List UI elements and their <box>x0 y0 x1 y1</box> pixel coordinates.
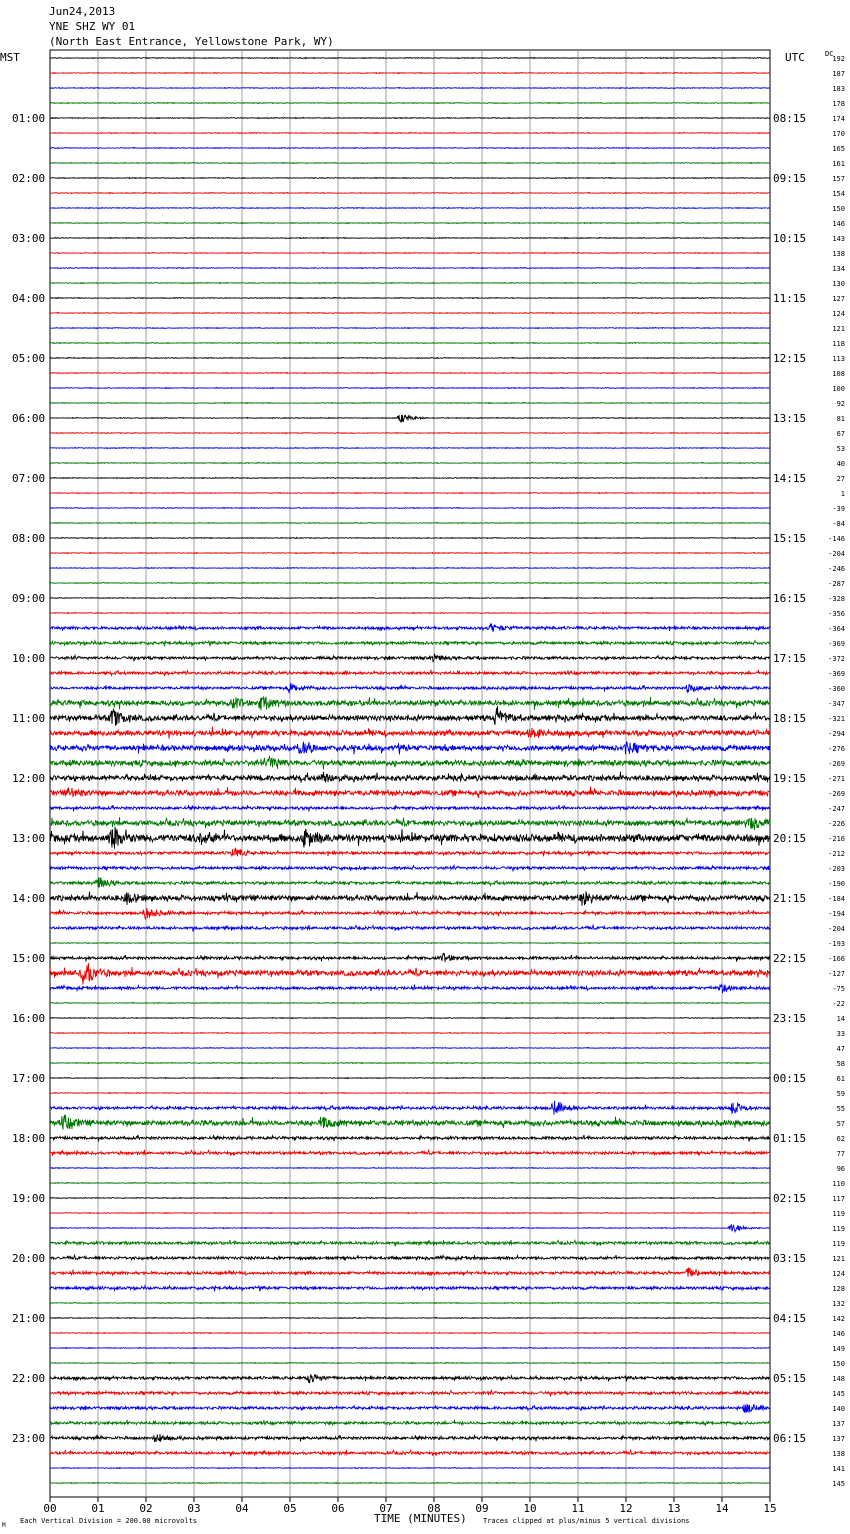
right-hour-label: 01:15 <box>773 1132 807 1145</box>
clip-note: Traces clipped at plus/minus 5 vertical divisions <box>483 1517 690 1525</box>
trace-line <box>50 1374 770 1383</box>
left-hour-label: 05:00 <box>12 352 46 365</box>
trace-line <box>50 88 770 89</box>
right-hour-label: 18:15 <box>773 712 807 725</box>
trace-line <box>50 683 770 693</box>
dc-offset-label: 165 <box>832 145 845 153</box>
trace-line <box>50 358 770 359</box>
trace-line <box>50 1135 770 1142</box>
dc-offset-label: 145 <box>832 1480 845 1488</box>
dc-offset-labels <box>828 55 845 1488</box>
x-tick-label: 02 <box>139 1502 153 1515</box>
chart-location: (North East Entrance, Yellowstone Park, WY) <box>49 35 334 48</box>
dc-offset-label: 145 <box>832 1390 845 1398</box>
trace-line <box>50 163 770 164</box>
left-hour-label: 06:00 <box>12 412 46 425</box>
trace-line <box>50 953 770 962</box>
left-hour-label: 02:00 <box>12 172 46 185</box>
left-hour-label: 08:00 <box>12 532 46 545</box>
trace-line <box>50 583 770 584</box>
x-tick-label: 01 <box>91 1502 105 1515</box>
trace-line <box>50 670 770 676</box>
right-hour-label: 12:15 <box>773 352 807 365</box>
trace-line <box>50 568 770 569</box>
x-tick-label: 13 <box>667 1502 681 1515</box>
trace-line <box>50 1390 770 1396</box>
trace-line <box>50 298 770 299</box>
dc-offset-label: -328 <box>828 595 845 603</box>
trace-line <box>50 1183 770 1184</box>
trace-line <box>50 877 770 887</box>
trace-line <box>50 787 770 798</box>
dc-offset-label: 137 <box>832 1420 845 1428</box>
trace-line <box>50 908 770 920</box>
trace-line <box>50 891 770 905</box>
trace-line <box>50 448 770 449</box>
right-hour-label: 20:15 <box>773 832 807 845</box>
dc-offset-label: 154 <box>832 190 845 198</box>
trace-line <box>50 523 770 524</box>
trace-line <box>50 415 770 423</box>
trace-line <box>50 727 770 739</box>
dc-offset-label: 53 <box>836 445 845 453</box>
trace-line <box>50 827 770 849</box>
trace-line <box>50 742 770 755</box>
trace-line <box>50 598 770 599</box>
dc-offset-label: 121 <box>832 1255 845 1263</box>
left-hour-label: 12:00 <box>12 772 46 785</box>
trace-line <box>50 1033 770 1034</box>
dc-offset-label: 138 <box>832 250 845 258</box>
left-hour-label: 04:00 <box>12 292 46 305</box>
trace-line <box>50 538 770 539</box>
trace-line <box>50 1018 770 1019</box>
dc-offset-label: 141 <box>832 1465 845 1473</box>
dc-offset-label: 127 <box>832 295 845 303</box>
trace-line <box>50 73 770 74</box>
left-hour-label: 19:00 <box>12 1192 46 1205</box>
left-hour-label: 11:00 <box>12 712 46 725</box>
trace-line <box>50 1434 770 1442</box>
dc-offset-label: 130 <box>832 280 845 288</box>
dc-offset-label: -193 <box>828 940 845 948</box>
dc-offset-label: 58 <box>836 1060 845 1068</box>
dc-offset-label: -190 <box>828 880 845 888</box>
dc-offset-label: -184 <box>828 895 845 903</box>
trace-line <box>50 1450 770 1457</box>
dc-offset-label: -204 <box>828 925 845 933</box>
x-tick-label: 11 <box>571 1502 585 1515</box>
x-tick-label: 15 <box>763 1502 777 1515</box>
dc-offset-label: 117 <box>832 1195 845 1203</box>
dc-offset-label: -347 <box>828 700 845 708</box>
right-hour-labels <box>773 112 806 1445</box>
trace-line <box>50 313 770 314</box>
x-tick-label: 08 <box>427 1502 441 1515</box>
dc-offset-label: 55 <box>836 1105 845 1113</box>
trace-line <box>50 1240 770 1247</box>
trace-line <box>50 1255 770 1261</box>
trace-line <box>50 1404 770 1413</box>
dc-offset-label: 161 <box>832 160 845 168</box>
trace-line <box>50 1225 770 1232</box>
trace-line <box>50 772 770 783</box>
dc-offset-label: 128 <box>832 1285 845 1293</box>
dc-offset-label: 113 <box>832 355 845 363</box>
trace-line <box>50 1150 770 1156</box>
right-hour-label: 22:15 <box>773 952 807 965</box>
trace-line <box>50 283 770 284</box>
x-tick-label: 04 <box>235 1502 249 1515</box>
left-hour-label: 21:00 <box>12 1312 46 1325</box>
trace-line <box>50 1483 770 1484</box>
trace-line <box>50 193 770 194</box>
chart-date: Jun24,2013 <box>49 5 116 18</box>
dc-offset-label: 47 <box>836 1045 845 1053</box>
trace-line <box>50 343 770 344</box>
dc-offset-label: 149 <box>832 1345 845 1353</box>
dc-offset-label: -39 <box>832 505 845 513</box>
dc-offset-label: 187 <box>832 70 845 78</box>
dc-offset-label: -321 <box>828 715 845 723</box>
trace-line <box>50 1213 770 1214</box>
right-hour-label: 13:15 <box>773 412 807 425</box>
dc-offset-label: -294 <box>828 730 845 738</box>
dc-offset-label: 142 <box>832 1315 845 1323</box>
left-hour-label: 16:00 <box>12 1012 46 1025</box>
trace-line <box>50 253 770 254</box>
dc-offset-label: -146 <box>828 535 845 543</box>
trace-line <box>50 1101 770 1115</box>
right-hour-label: 16:15 <box>773 592 807 605</box>
dc-offset-label: 157 <box>832 175 845 183</box>
dc-offset-label: 110 <box>832 1180 845 1188</box>
dc-offset-label: 59 <box>836 1090 845 1098</box>
trace-line <box>50 463 770 464</box>
dc-offset-label: 137 <box>832 1435 845 1443</box>
left-hour-label: 22:00 <box>12 1372 46 1385</box>
dc-offset-label: -194 <box>828 910 845 918</box>
right-hour-label: 19:15 <box>773 772 807 785</box>
right-hour-label: 14:15 <box>773 472 807 485</box>
trace-line <box>50 865 770 871</box>
right-timezone-label: UTC <box>785 51 805 64</box>
right-hour-label: 11:15 <box>773 292 807 305</box>
left-hour-label: 17:00 <box>12 1072 46 1085</box>
right-hour-label: 10:15 <box>773 232 807 245</box>
left-hour-label: 03:00 <box>12 232 46 245</box>
trace-line <box>50 984 770 993</box>
left-hour-label: 10:00 <box>12 652 46 665</box>
dc-offset-label: 92 <box>836 400 845 408</box>
left-hour-labels <box>12 112 45 1445</box>
x-tick-label: 06 <box>331 1502 345 1515</box>
right-hour-label: 05:15 <box>773 1372 807 1385</box>
left-timezone-label: MST <box>0 51 20 64</box>
trace-line <box>50 148 770 149</box>
x-tick-label: 10 <box>523 1502 537 1515</box>
dc-offset-label: 178 <box>832 100 845 108</box>
dc-offset-label: 96 <box>836 1165 845 1173</box>
right-hour-label: 17:15 <box>773 652 807 665</box>
trace-line <box>50 1003 770 1004</box>
trace-line <box>50 403 770 404</box>
dc-offset-label: -247 <box>828 805 845 813</box>
dc-offset-label: 81 <box>836 415 845 423</box>
trace-line <box>50 1198 770 1199</box>
trace-line <box>50 1168 770 1169</box>
dc-offset-label: -271 <box>828 775 845 783</box>
trace-line <box>50 553 770 554</box>
trace-line <box>50 178 770 179</box>
trace-line <box>50 1093 770 1094</box>
dc-offset-label: -75 <box>832 985 845 993</box>
trace-line <box>50 697 770 711</box>
dc-offset-label: 192 <box>832 55 845 63</box>
trace-line <box>50 1078 770 1079</box>
dc-offset-label: 100 <box>832 385 845 393</box>
trace-line <box>50 805 770 812</box>
x-axis-title: TIME (MINUTES) <box>374 1512 467 1525</box>
dc-offset-label: -269 <box>828 760 845 768</box>
trace-line <box>50 1048 770 1049</box>
trace-line <box>50 478 770 479</box>
dc-offset-label: 134 <box>832 265 845 273</box>
trace-line <box>50 223 770 224</box>
chart-station: YNE SHZ WY 01 <box>49 20 136 33</box>
dc-offset-label: -216 <box>828 835 845 843</box>
trace-line <box>50 925 770 932</box>
dc-offset-label: 124 <box>832 1270 845 1278</box>
dc-offset-label: -356 <box>828 610 845 618</box>
dc-offset-label: -246 <box>828 565 845 573</box>
left-hour-label: 23:00 <box>12 1432 46 1445</box>
trace-line <box>50 133 770 134</box>
left-hour-label: 07:00 <box>12 472 46 485</box>
dc-offset-label: 183 <box>832 85 845 93</box>
dc-offset-label: 119 <box>832 1240 845 1248</box>
right-hour-label: 15:15 <box>773 532 807 545</box>
dc-offset-label: -364 <box>828 625 845 633</box>
right-hour-label: 00:15 <box>773 1072 807 1085</box>
trace-line <box>50 328 770 329</box>
dc-offset-label: -360 <box>828 685 845 693</box>
x-tick-label: 07 <box>379 1502 393 1515</box>
x-tick-label: 05 <box>283 1502 297 1515</box>
trace-line <box>50 654 770 661</box>
left-hour-label: 18:00 <box>12 1132 46 1145</box>
trace-line <box>50 1063 770 1064</box>
dc-offset-label: -204 <box>828 550 845 558</box>
dc-offset-label: 118 <box>832 340 845 348</box>
trace-group <box>50 58 770 1484</box>
trace-line <box>50 624 770 632</box>
trace-line <box>50 1333 770 1334</box>
trace-line <box>50 1303 770 1304</box>
trace-line <box>50 1115 770 1130</box>
dc-offset-label: 61 <box>836 1075 845 1083</box>
trace-line <box>50 1420 770 1426</box>
trace-line <box>50 963 770 984</box>
trace-line <box>50 373 770 374</box>
dc-offset-label: 132 <box>832 1300 845 1308</box>
x-tick-label: 00 <box>43 1502 57 1515</box>
right-hour-label: 02:15 <box>773 1192 807 1205</box>
trace-line <box>50 238 770 239</box>
scale-note: Each Vertical Division = 200.00 microvolts <box>20 1517 198 1525</box>
dc-offset-label: -269 <box>828 790 845 798</box>
corner-mark: M <box>2 1522 6 1529</box>
dc-offset-label: 33 <box>836 1030 845 1038</box>
dc-offset-label: 57 <box>836 1120 845 1128</box>
left-hour-label: 15:00 <box>12 952 46 965</box>
dc-offset-label: 14 <box>836 1015 845 1023</box>
dc-offset-label: 140 <box>832 1405 845 1413</box>
dc-offset-label: -226 <box>828 820 845 828</box>
right-hour-label: 23:15 <box>773 1012 807 1025</box>
x-tick-label: 09 <box>475 1502 489 1515</box>
dc-offset-label: 121 <box>832 325 845 333</box>
trace-line <box>50 1468 770 1469</box>
plot-grid <box>50 50 770 1497</box>
right-hour-label: 08:15 <box>773 112 807 125</box>
trace-line <box>50 943 770 944</box>
dc-offset-label: 40 <box>836 460 845 468</box>
trace-line <box>50 613 770 614</box>
right-hour-label: 03:15 <box>773 1252 807 1265</box>
dc-offset-label: -166 <box>828 955 845 963</box>
right-hour-label: 06:15 <box>773 1432 807 1445</box>
dc-offset-label: 119 <box>832 1210 845 1218</box>
left-hour-label: 09:00 <box>12 592 46 605</box>
dc-offset-label: -276 <box>828 745 845 753</box>
trace-line <box>50 493 770 494</box>
dc-offset-label: -287 <box>828 580 845 588</box>
trace-line <box>50 1268 770 1277</box>
right-hour-label: 21:15 <box>773 892 807 905</box>
dc-offset-label: 119 <box>832 1225 845 1233</box>
trace-line <box>50 641 770 647</box>
trace-line <box>50 103 770 104</box>
trace-line <box>50 706 770 726</box>
dc-offset-label: -203 <box>828 865 845 873</box>
dc-offset-label: -372 <box>828 655 845 663</box>
trace-line <box>50 508 770 509</box>
right-hour-label: 09:15 <box>773 172 807 185</box>
dc-offset-label: -212 <box>828 850 845 858</box>
dc-offset-label: 27 <box>836 475 845 483</box>
trace-line <box>50 118 770 119</box>
left-hour-label: 14:00 <box>12 892 46 905</box>
trace-line <box>50 1363 770 1364</box>
trace-line <box>50 388 770 389</box>
dc-offset-label: 108 <box>832 370 845 378</box>
left-hour-label: 01:00 <box>12 112 46 125</box>
dc-offset-label: 138 <box>832 1450 845 1458</box>
dc-offset-label: 67 <box>836 430 845 438</box>
dc-offset-label: -22 <box>832 1000 845 1008</box>
dc-offset-label: 150 <box>832 1360 845 1368</box>
trace-line <box>50 433 770 434</box>
dc-offset-label: 143 <box>832 235 845 243</box>
trace-line <box>50 208 770 209</box>
trace-line <box>50 1286 770 1292</box>
dc-offset-label: 170 <box>832 130 845 138</box>
left-hour-label: 13:00 <box>12 832 46 845</box>
dc-offset-label: 146 <box>832 1330 845 1338</box>
dc-offset-label: 146 <box>832 220 845 228</box>
dc-offset-label: -127 <box>828 970 845 978</box>
dc-offset-label: -369 <box>828 640 845 648</box>
dc-offset-label: 150 <box>832 205 845 213</box>
dc-offset-label: 174 <box>832 115 845 123</box>
dc-offset-label: 148 <box>832 1375 845 1383</box>
dc-offset-label: 124 <box>832 310 845 318</box>
dc-offset-label: -369 <box>828 670 845 678</box>
trace-line <box>50 817 770 830</box>
trace-line <box>50 848 770 857</box>
trace-line <box>50 268 770 269</box>
dc-offset-label: -84 <box>832 520 845 528</box>
dc-header-label: DC <box>825 50 834 58</box>
left-hour-label: 20:00 <box>12 1252 46 1265</box>
trace-line <box>50 757 770 770</box>
dc-offset-label: 62 <box>836 1135 845 1143</box>
x-tick-label: 12 <box>619 1502 633 1515</box>
dc-offset-label: 77 <box>836 1150 845 1158</box>
plot-frame <box>50 50 770 1497</box>
trace-line <box>50 1318 770 1319</box>
dc-offset-label: 1 <box>840 490 845 498</box>
trace-line <box>50 58 770 59</box>
trace-line <box>50 1348 770 1349</box>
x-tick-label: 14 <box>715 1502 729 1515</box>
right-hour-label: 04:15 <box>773 1312 807 1325</box>
x-tick-label: 03 <box>187 1502 201 1515</box>
